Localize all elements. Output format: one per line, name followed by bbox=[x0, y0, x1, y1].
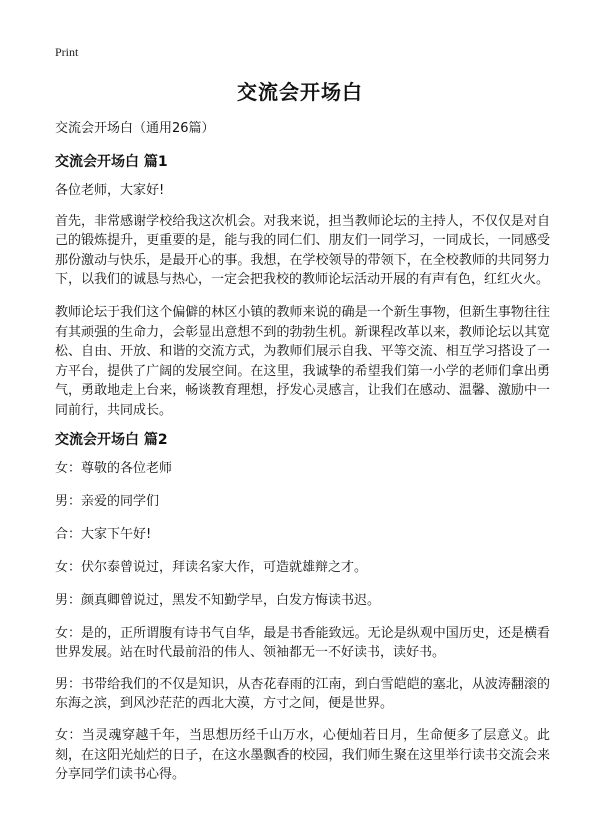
document-subtitle: 交流会开场白（通用26篇） bbox=[55, 121, 215, 136]
dialogue-paragraph: 女：当灵魂穿越千年，当思想历经千山万水，心便灿若日月，生命便多了层意义。此刻，在这阳光灿烂的日子，在这水墨飘香的校园，我们师生聚在这里举行读书交流会来分享同学们读书心得。 bbox=[55, 727, 550, 783]
print-link[interactable]: Print bbox=[55, 45, 79, 59]
dialogue-paragraph: 男：书带给我们的不仅是知识，从杏花春雨的江南，到白雪皑皑的塞北，从波涛翻滚的东海之滨，到风沙茫茫的西北大漠，方寸之间，便是世界。 bbox=[55, 676, 550, 712]
dialogue-paragraph: 女：是的，正所谓腹有诗书气自华，最是书香能致远。无论是纵观中国历史，还是横看世界发展。站在时代最前沿的伟人、领袖都无一不好读书，读好书。 bbox=[55, 625, 550, 661]
dialogue-line: 女：尊敬的各位老师 bbox=[55, 460, 173, 476]
greeting-paragraph: 各位老师，大家好! bbox=[55, 183, 165, 198]
section-2 bbox=[55, 430, 550, 785]
dialogue-line: 合：大家下午好! bbox=[55, 526, 152, 542]
body-paragraph: 教师论坛于我们这个偏僻的林区小镇的教师来说的确是一个新生事物，但新生事物往往有其顽强的生命力，会彰显出意想不到的勃勃生机。新课程改革以来，教师论坛以其宽松、自由、开放、和谐的交流方式，为教师们展示自我、平等交流、相互学习搭设了一方平台，提供了广阔的发展空间。在这里，我诚挚的希望我们第一小学的老师们拿出勇气，勇敢地走上台来，畅谈教育理想，抒发心灵感言，让我们在感动、温馨、激励中一同前行，共同成长。 bbox=[55, 304, 550, 418]
body-paragraph: 首先，非常感谢学校给我这次机会。对我来说，担当教师论坛的主持人，不仅仅是对自己的锻炼提升，更重要的是，能与我的同仁们、朋友们一同学习，一同成长，一同感受那份激动与快乐，是最开心的事。我想，在学校领导的带领下，在全校教师的共同努力下，以我们的诚恳与热心，一定会把我校的教师论坛活动开展的有声有色，红红火火。 bbox=[55, 213, 550, 288]
section-1 bbox=[55, 152, 550, 421]
document-body bbox=[55, 120, 550, 795]
page-title: 交流会开场白 bbox=[237, 80, 363, 104]
dialogue-line: 男：颜真卿曾说过，黑发不知勤学早，白发方悔读书迟。 bbox=[55, 592, 381, 608]
section-heading: 交流会开场白 篇2 bbox=[55, 431, 168, 448]
section-heading: 交流会开场白 篇1 bbox=[55, 154, 168, 170]
dialogue-line: 男：亲爱的同学们 bbox=[55, 493, 160, 509]
dialogue-line: 女：伏尔泰曾说过，拜读名家大作，可造就雄辩之才。 bbox=[55, 559, 368, 575]
